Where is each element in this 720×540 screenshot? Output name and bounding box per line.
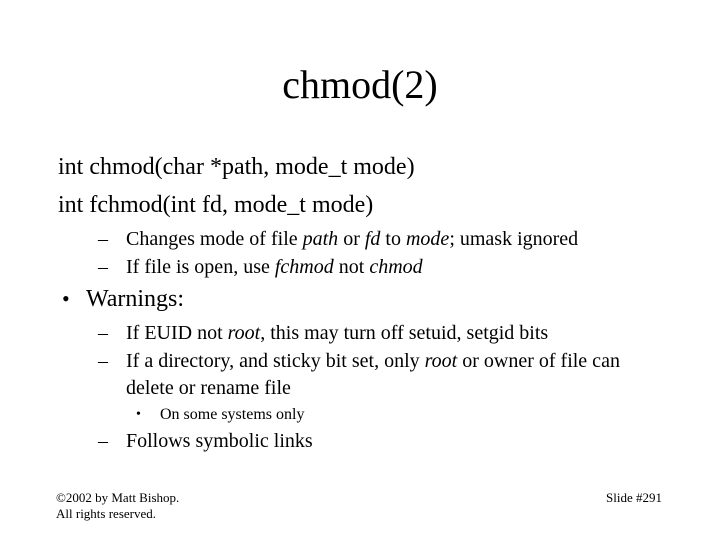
bullet-symbolic-links bbox=[58, 428, 668, 455]
dash-marker-icon: – bbox=[98, 322, 108, 344]
slide-body bbox=[58, 150, 668, 456]
bullet-file-open bbox=[58, 254, 668, 281]
bullet-symbolic-links-text: Follows symbolic links bbox=[126, 430, 313, 452]
bullet-directory-sticky bbox=[58, 348, 668, 402]
bullet-warnings-text: Warnings: bbox=[86, 286, 185, 312]
dash-marker-icon: – bbox=[98, 256, 108, 278]
bullet-dot-icon: • bbox=[136, 407, 141, 422]
page-title: chmod(2) bbox=[282, 62, 438, 107]
code-line-chmod bbox=[58, 150, 668, 184]
code-line-fchmod bbox=[58, 188, 668, 222]
dash-marker-icon: – bbox=[98, 350, 108, 372]
bullet-file-open-text: If file is open, use fchmod not chmod bbox=[126, 256, 423, 278]
bullet-changes-mode-text: Changes mode of file path or fd to mode; umask ignored bbox=[126, 228, 579, 250]
bullet-euid-not-root bbox=[58, 320, 668, 347]
bullet-some-systems bbox=[58, 403, 668, 427]
dash-marker-icon: – bbox=[98, 228, 108, 250]
code-line-chmod-text: int chmod(char *path, mode_t mode) bbox=[58, 154, 415, 180]
footer-copyright bbox=[56, 490, 179, 522]
slide-number: Slide #291 bbox=[606, 490, 662, 505]
bullet-some-systems-text: On some systems only bbox=[160, 406, 305, 423]
bullet-directory-sticky-text: If a directory, and sticky bit set, only root or owner of file can delete or rename file bbox=[126, 350, 620, 399]
footer-copyright-line1: ©2002 by Matt Bishop. bbox=[56, 490, 180, 505]
bullet-warnings bbox=[58, 282, 668, 316]
footer-copyright-line2: All rights reserved. bbox=[56, 506, 157, 521]
bullet-dot-icon: • bbox=[62, 286, 70, 311]
dash-marker-icon: – bbox=[98, 430, 108, 452]
bullet-changes-mode bbox=[58, 226, 668, 253]
code-line-fchmod-text: int fchmod(int fd, mode_t mode) bbox=[58, 192, 374, 218]
bullet-euid-not-root-text: If EUID not root, this may turn off setuid, setgid bits bbox=[126, 322, 549, 344]
